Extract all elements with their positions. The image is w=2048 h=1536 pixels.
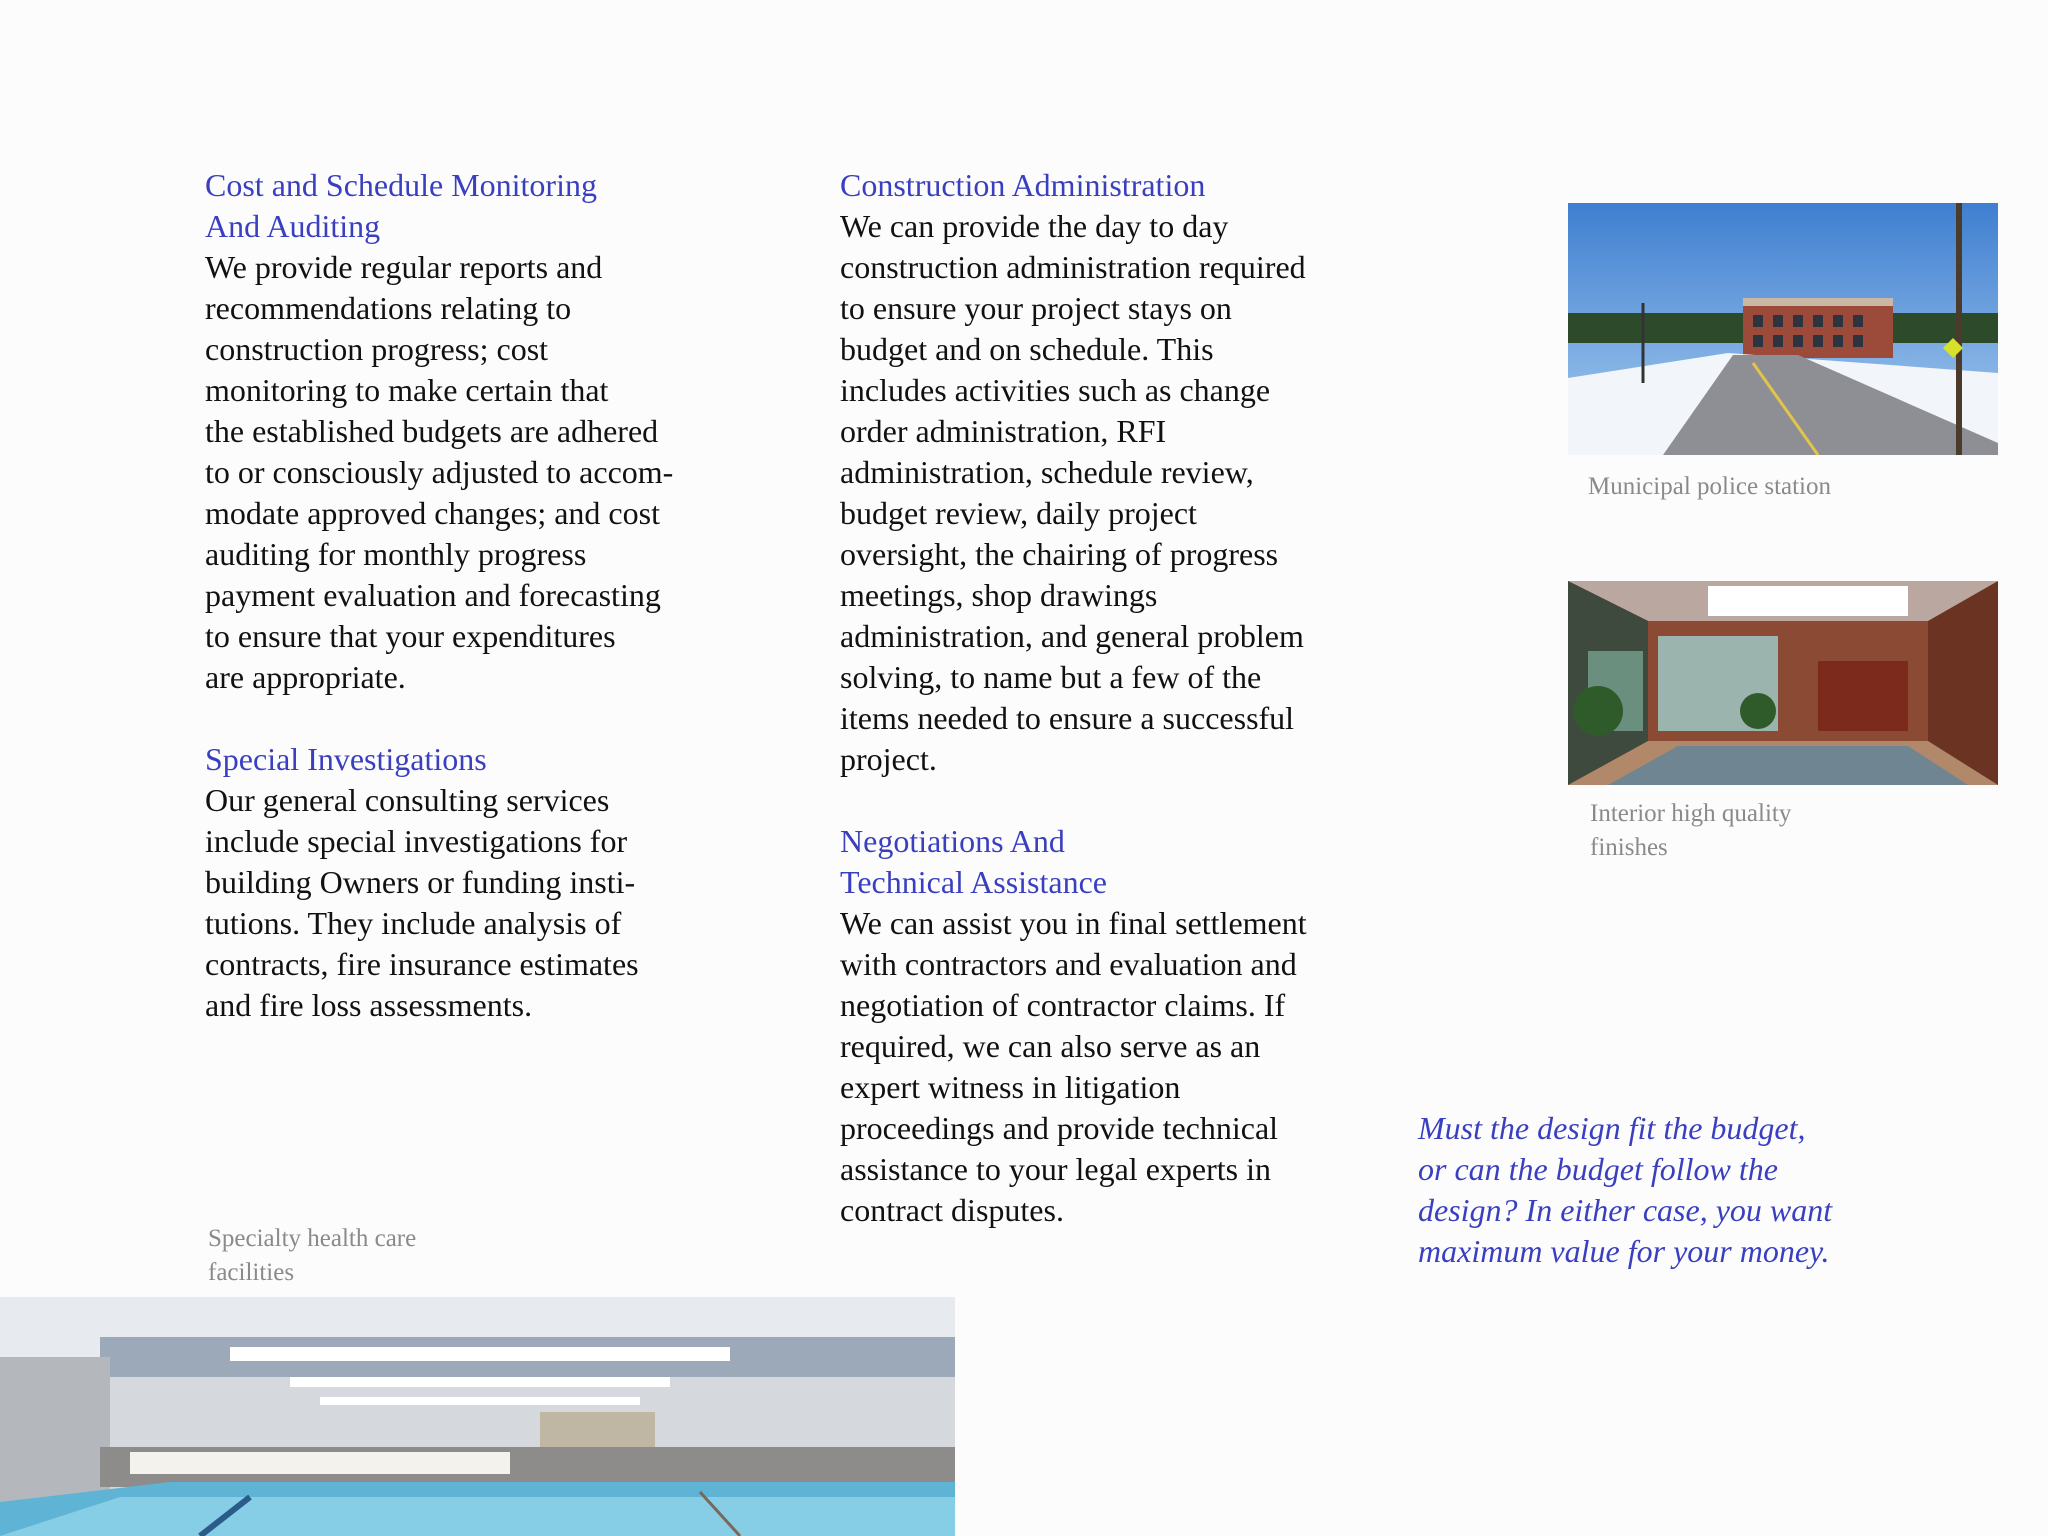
police-station-caption: Municipal police station <box>1588 473 1832 500</box>
negotiations-body: We can assist you in final settlement with contractors and evaluation and negotiation of contractor claims. If required, we can also serve as an expert witness in litigation proceedings and provide technical assistance to your legal experts in contract disputes. <box>840 905 1307 1228</box>
special-body: Our general consulting services include special investigations for building Owners or funding insti- tutions. They include analysis of contracts, fire insurance estimates and fire loss assessments. <box>205 782 639 1023</box>
middle-column <box>840 165 1400 1272</box>
cost-body: We provide regular reports and recommendations relating to construction progress; cost monitoring to make certain that the established budgets are adhered to or consciously adjusted to accom- modate approved changes; and cost auditing for monthly progress payment evaluation and forecasting to ensure that your expenditures are appropriate. <box>205 249 674 695</box>
pull-quote: Must the design fit the budget, or can the budget follow the design? In either case, you want maximum value for your money. <box>1418 1110 1833 1269</box>
negotiations-heading: Negotiations And Technical Assistance <box>840 823 1107 900</box>
cost-heading: Cost and Schedule Monitoring And Auditing <box>205 167 597 244</box>
interior-caption: Interior high quality finishes <box>1590 800 1792 861</box>
interior-photo <box>1568 581 1998 785</box>
police-station-photo <box>1568 203 1998 455</box>
healthcare-caption: Specialty health care facilities <box>208 1225 417 1286</box>
admin-body: We can provide the day to day construction administration required to ensure your project stays on budget and on schedule. This includes activities such as change order administration, RFI administration, schedule review, budget review, daily project oversight, the chairing of progress meetings, shop drawings administration, and general problem solving, to name but a few of the items needed to ensure a successful project. <box>840 208 1306 777</box>
pool-photo <box>0 1297 955 1536</box>
special-heading: Special Investigations <box>205 741 487 777</box>
admin-heading: Construction Administration <box>840 167 1206 203</box>
left-column <box>205 165 745 1067</box>
